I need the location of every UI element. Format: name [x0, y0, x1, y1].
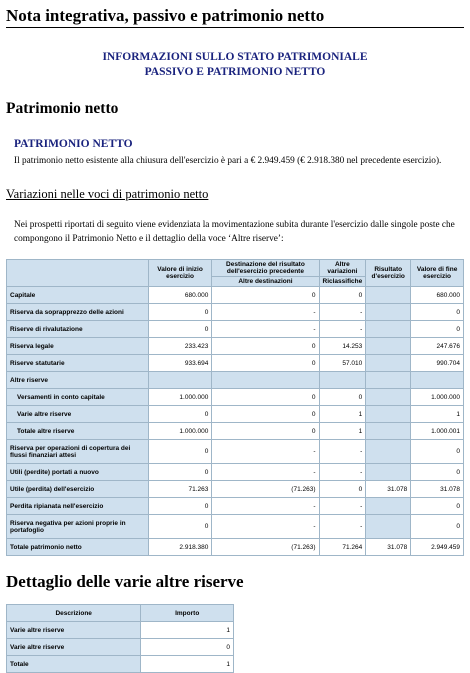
row-label: Utili (perdite) portati a nuovo — [7, 464, 149, 481]
row-label: Totale patrimonio netto — [7, 539, 149, 556]
cell-ris — [366, 287, 411, 304]
cell-inizio: 1.000.000 — [148, 389, 212, 406]
cell-ris — [366, 464, 411, 481]
table-row — [7, 338, 464, 355]
cell-ricl: - — [319, 440, 366, 464]
header-importo: Importo — [141, 605, 234, 622]
table-row — [7, 639, 234, 656]
cell-importo: 1 — [141, 656, 234, 673]
cell-ricl: - — [319, 515, 366, 539]
cell-ris — [366, 338, 411, 355]
cell-ricl: 1 — [319, 406, 366, 423]
cell-inizio: 0 — [148, 464, 212, 481]
cell-ricl: 0 — [319, 481, 366, 498]
cell-inizio: 0 — [148, 440, 212, 464]
document-title: Nota integrativa, passivo e patrimonio netto — [6, 6, 464, 28]
header-destinazione: Destinazione del risultato dell'esercizio precedente — [212, 260, 319, 277]
cell-inizio: 0 — [148, 406, 212, 423]
cell-inizio: 0 — [148, 498, 212, 515]
cell-inizio: 233.423 — [148, 338, 212, 355]
table-row — [7, 321, 464, 338]
cell-fine: 0 — [411, 498, 464, 515]
cell-ris — [366, 440, 411, 464]
row-label: Riserva da soprapprezzo delle azioni — [7, 304, 149, 321]
row-label: Varie altre riserve — [7, 622, 141, 639]
cell-fine: 0 — [411, 440, 464, 464]
row-label: Versamenti in conto capitale — [7, 389, 149, 406]
cell-importo: 1 — [141, 622, 234, 639]
header-altre-variazioni: Altre variazioni — [319, 260, 366, 277]
cell-inizio: 0 — [148, 304, 212, 321]
section-heading-line2: PASSIVO E PATRIMONIO NETTO — [144, 66, 326, 78]
table-row — [7, 515, 464, 539]
cell-inizio: 680.000 — [148, 287, 212, 304]
row-label: Totale altre riserve — [7, 423, 149, 440]
header-inizio: Valore di inizio esercizio — [148, 260, 212, 287]
cell-dest — [212, 372, 319, 389]
header-riclassifiche: Riclassifiche — [319, 277, 366, 287]
cell-fine: 247.676 — [411, 338, 464, 355]
table-row — [7, 481, 464, 498]
cell-inizio: 1.000.000 — [148, 423, 212, 440]
row-label: Totale — [7, 656, 141, 673]
header-risultato: Risultato d'esercizio — [366, 260, 411, 287]
table-row — [7, 498, 464, 515]
header-fine: Valore di fine esercizio — [411, 260, 464, 287]
row-label: Varie altre riserve — [7, 639, 141, 656]
cell-dest: - — [212, 440, 319, 464]
cell-ris — [366, 406, 411, 423]
variazioni-intro: Nei prospetti riportati di seguito viene evidenziata la movimentazione subita durante l'esercizio dalle singole poste che compongono il Patrimonio Netto e il dettaglio della voce ‘Altre riserve’: — [14, 220, 455, 244]
dettaglio-table — [6, 604, 234, 673]
patrimonio-netto-title: Patrimonio netto — [6, 100, 119, 117]
cell-ris — [366, 498, 411, 515]
cell-ricl: - — [319, 321, 366, 338]
cell-ris — [366, 515, 411, 539]
row-label: Altre riserve — [7, 372, 149, 389]
row-label: Riserva per operazioni di copertura dei flussi finanziari attesi — [7, 440, 149, 464]
cell-dest: 0 — [212, 338, 319, 355]
cell-dest: - — [212, 498, 319, 515]
row-label: Capitale — [7, 287, 149, 304]
table-row — [7, 389, 464, 406]
cell-fine: 0 — [411, 304, 464, 321]
cell-fine: 0 — [411, 464, 464, 481]
cell-dest: 0 — [212, 423, 319, 440]
patrimonio-netto-paragraph: Il patrimonio netto esistente alla chiusura dell'esercizio è pari a € 2.949.459 (€ 2.918.380 nel precedente esercizio). — [14, 156, 442, 166]
cell-fine — [411, 372, 464, 389]
cell-importo: 0 — [141, 639, 234, 656]
header-descrizione: Descrizione — [7, 605, 141, 622]
cell-fine: 0 — [411, 321, 464, 338]
cell-ricl — [319, 372, 366, 389]
cell-ricl: 71.264 — [319, 539, 366, 556]
cell-ris: 31.078 — [366, 539, 411, 556]
row-label: Riserve statutarie — [7, 355, 149, 372]
cell-fine: 0 — [411, 515, 464, 539]
cell-ricl: 0 — [319, 287, 366, 304]
cell-inizio: 933.694 — [148, 355, 212, 372]
cell-ris — [366, 423, 411, 440]
cell-dest: 0 — [212, 355, 319, 372]
cell-dest: 0 — [212, 287, 319, 304]
table-row — [7, 355, 464, 372]
table-row — [7, 440, 464, 464]
variazioni-table-body — [7, 287, 464, 556]
row-label: Varie altre riserve — [7, 406, 149, 423]
cell-ricl: 14.253 — [319, 338, 366, 355]
row-label: Perdita ripianata nell'esercizio — [7, 498, 149, 515]
cell-fine: 1.000.000 — [411, 389, 464, 406]
table-row — [7, 423, 464, 440]
row-label: Riserva negativa per azioni proprie in portafoglio — [7, 515, 149, 539]
cell-inizio: 0 — [148, 321, 212, 338]
cell-dest: (71.263) — [212, 481, 319, 498]
table-row — [7, 539, 464, 556]
row-label: Riserve di rivalutazione — [7, 321, 149, 338]
table-row — [7, 287, 464, 304]
cell-dest: (71.263) — [212, 539, 319, 556]
row-label: Riserva legale — [7, 338, 149, 355]
row-label: Utile (perdita) dell'esercizio — [7, 481, 149, 498]
cell-fine: 680.000 — [411, 287, 464, 304]
cell-inizio: 2.918.380 — [148, 539, 212, 556]
cell-ricl: 0 — [319, 389, 366, 406]
cell-ricl: - — [319, 304, 366, 321]
patrimonio-netto-subheading: PATRIMONIO NETTO — [14, 138, 133, 150]
variazioni-title: Variazioni nelle voci di patrimonio netto — [6, 187, 209, 201]
cell-ris — [366, 321, 411, 338]
cell-ris: 31.078 — [366, 481, 411, 498]
section-heading-line1: INFORMAZIONI SULLO STATO PATRIMONIALE — [102, 51, 368, 63]
cell-dest: - — [212, 464, 319, 481]
cell-dest: 0 — [212, 389, 319, 406]
table-row — [7, 622, 234, 639]
cell-fine: 1.000.001 — [411, 423, 464, 440]
table-row — [7, 304, 464, 321]
cell-ris — [366, 355, 411, 372]
cell-ris — [366, 372, 411, 389]
cell-fine: 990.704 — [411, 355, 464, 372]
cell-inizio: 71.263 — [148, 481, 212, 498]
table-row — [7, 406, 464, 423]
cell-ricl: 57.010 — [319, 355, 366, 372]
table-row — [7, 656, 234, 673]
cell-dest: 0 — [212, 406, 319, 423]
cell-ris — [366, 304, 411, 321]
variazioni-table — [6, 259, 464, 556]
header-empty — [7, 260, 149, 287]
cell-dest: - — [212, 321, 319, 338]
cell-ricl: - — [319, 498, 366, 515]
cell-fine: 31.078 — [411, 481, 464, 498]
cell-inizio — [148, 372, 212, 389]
cell-ricl: - — [319, 464, 366, 481]
cell-fine: 2.949.459 — [411, 539, 464, 556]
cell-inizio: 0 — [148, 515, 212, 539]
cell-fine: 1 — [411, 406, 464, 423]
dettaglio-title: Dettaglio delle varie altre riserve — [6, 572, 244, 591]
cell-ricl: 1 — [319, 423, 366, 440]
header-altre-destinazioni: Altre destinazioni — [212, 277, 319, 287]
cell-dest: - — [212, 515, 319, 539]
table-row — [7, 464, 464, 481]
table-row — [7, 372, 464, 389]
cell-dest: - — [212, 304, 319, 321]
cell-ris — [366, 389, 411, 406]
